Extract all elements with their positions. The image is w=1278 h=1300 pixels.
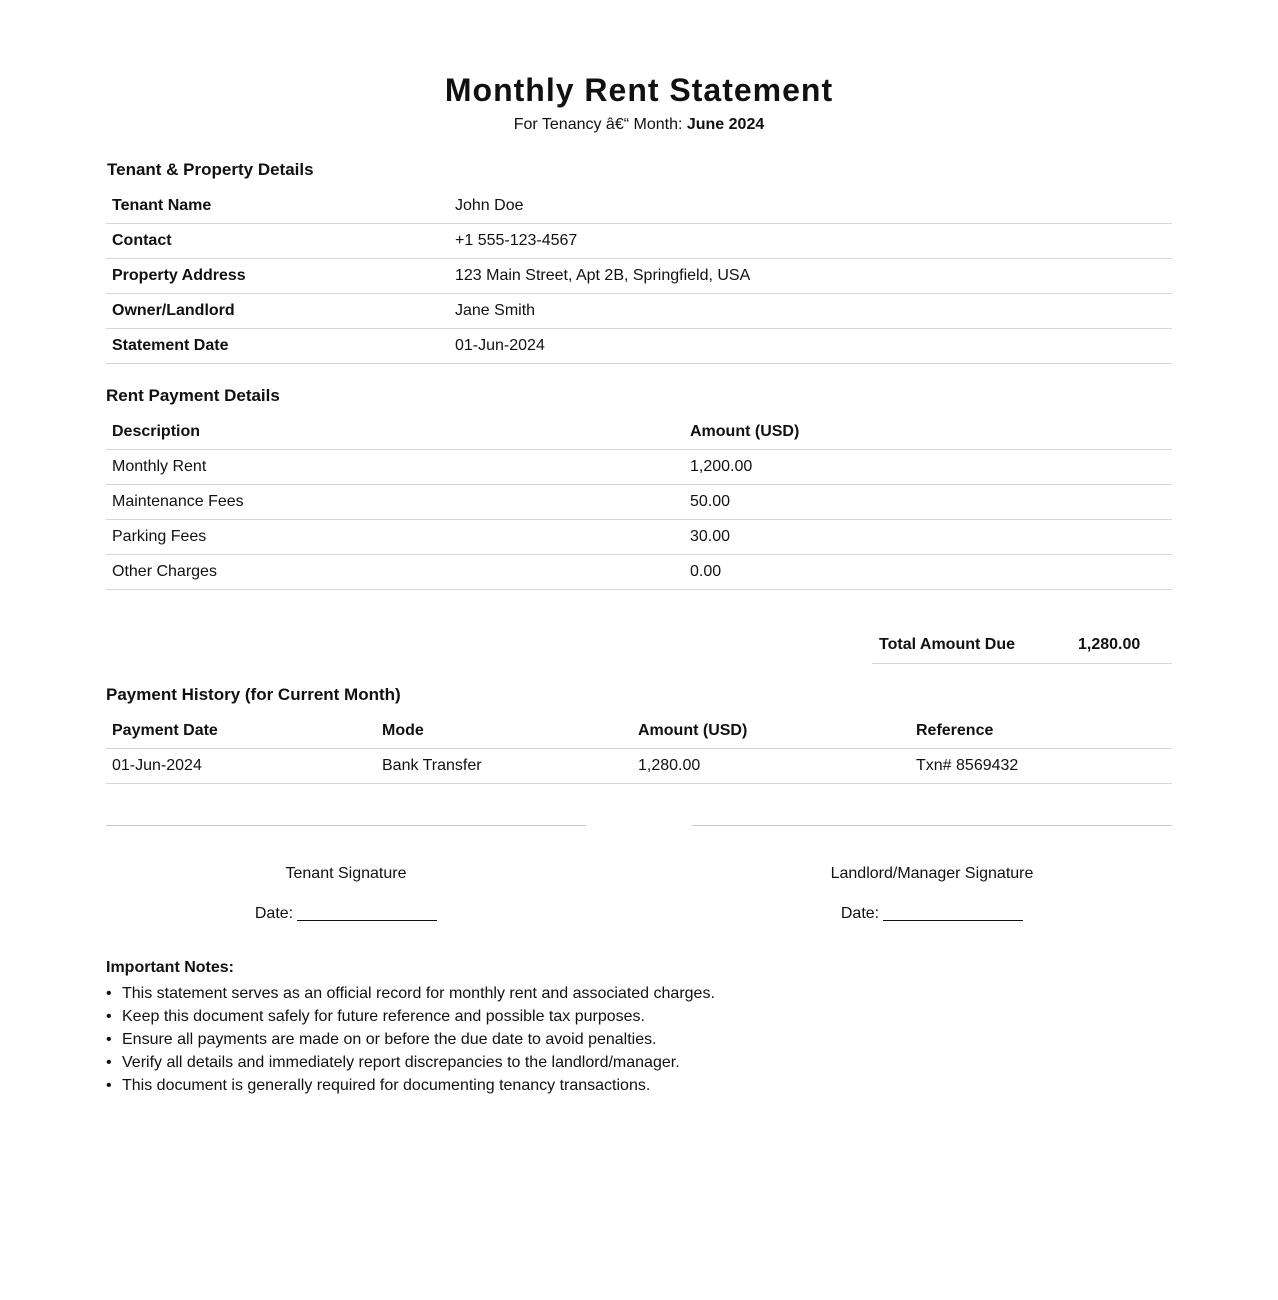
column-header-mode: Mode — [376, 714, 632, 749]
detail-label: Tenant Name — [106, 189, 449, 224]
page-title: Monthly Rent Statement — [444, 72, 834, 108]
column-header-payment-date: Payment Date — [106, 714, 376, 749]
charge-description: Monthly Rent — [106, 450, 684, 485]
charge-description: Other Charges — [106, 555, 684, 590]
detail-value: John Doe — [449, 189, 1172, 224]
column-header-description: Description — [106, 415, 684, 450]
date-label: Date: — [254, 905, 294, 922]
detail-label: Contact — [106, 224, 449, 259]
column-header-amount: Amount (USD) — [684, 415, 1172, 450]
total-value: 1,280.00 — [1078, 636, 1141, 653]
notes-list — [106, 985, 715, 1100]
detail-value: +1 555-123-4567 — [449, 224, 1172, 259]
table-row — [106, 749, 1172, 784]
table-row — [106, 294, 1172, 329]
charge-description: Maintenance Fees — [106, 485, 684, 520]
payment-mode: Bank Transfer — [376, 749, 632, 784]
table-header-row — [106, 714, 1172, 749]
date-blank-line — [883, 904, 1023, 921]
list-item: • This document is generally required for documenting tenancy transactions. — [106, 1077, 715, 1100]
landlord-signature-date — [692, 901, 1172, 923]
payment-section-heading: Rent Payment Details — [106, 386, 280, 405]
column-header-amount: Amount (USD) — [632, 714, 910, 749]
table-row — [106, 259, 1172, 294]
notes-heading: Important Notes: — [106, 959, 234, 976]
list-item: • Keep this document safely for future reference and possible tax purposes. — [106, 1008, 715, 1031]
table-row — [106, 329, 1172, 364]
charge-amount: 30.00 — [684, 520, 1172, 555]
table-row — [106, 189, 1172, 224]
payment-reference: Txn# 8569432 — [910, 749, 1172, 784]
table-row — [106, 485, 1172, 520]
tenant-details-table — [106, 189, 1172, 364]
payment-history-table — [106, 714, 1172, 784]
history-section-heading: Payment History (for Current Month) — [106, 685, 401, 704]
column-header-reference: Reference — [910, 714, 1172, 749]
statement-month: June 2024 — [686, 116, 765, 133]
payment-amount: 1,280.00 — [632, 749, 910, 784]
detail-value: Jane Smith — [449, 294, 1172, 329]
total-amount-due — [872, 628, 1172, 664]
list-item: • Ensure all payments are made on or before the due date to avoid penalties. — [106, 1031, 715, 1054]
landlord-signature-label: Landlord/Manager Signature — [830, 865, 1034, 882]
tenant-signature-line — [106, 825, 586, 826]
subtitle-prefix: For Tenancy â€“ Month: — [513, 116, 687, 133]
payment-details-table — [106, 415, 1172, 590]
list-item: • This statement serves as an official record for monthly rent and associated charges. — [106, 985, 715, 1008]
detail-label: Statement Date — [106, 329, 449, 364]
detail-value: 01-Jun-2024 — [449, 329, 1172, 364]
tenant-signature-date — [106, 901, 586, 923]
statement-subtitle — [106, 116, 1172, 134]
list-item: • Verify all details and immediately report discrepancies to the landlord/manager. — [106, 1054, 715, 1077]
tenant-section-heading: Tenant & Property Details — [107, 160, 314, 179]
detail-label: Property Address — [106, 259, 449, 294]
table-header-row — [106, 415, 1172, 450]
landlord-signature-line — [692, 825, 1172, 826]
tenant-signature-label: Tenant Signature — [285, 865, 407, 882]
total-label: Total Amount Due — [879, 636, 1015, 653]
charge-amount: 50.00 — [684, 485, 1172, 520]
charge-amount: 1,200.00 — [684, 450, 1172, 485]
detail-label: Owner/Landlord — [106, 294, 449, 329]
detail-value: 123 Main Street, Apt 2B, Springfield, USA — [449, 259, 1172, 294]
date-blank-line — [297, 904, 437, 921]
table-row — [106, 224, 1172, 259]
table-row — [106, 555, 1172, 590]
charge-amount: 0.00 — [684, 555, 1172, 590]
table-row — [106, 520, 1172, 555]
table-row — [106, 450, 1172, 485]
payment-date: 01-Jun-2024 — [106, 749, 376, 784]
date-label: Date: — [840, 905, 880, 922]
charge-description: Parking Fees — [106, 520, 684, 555]
